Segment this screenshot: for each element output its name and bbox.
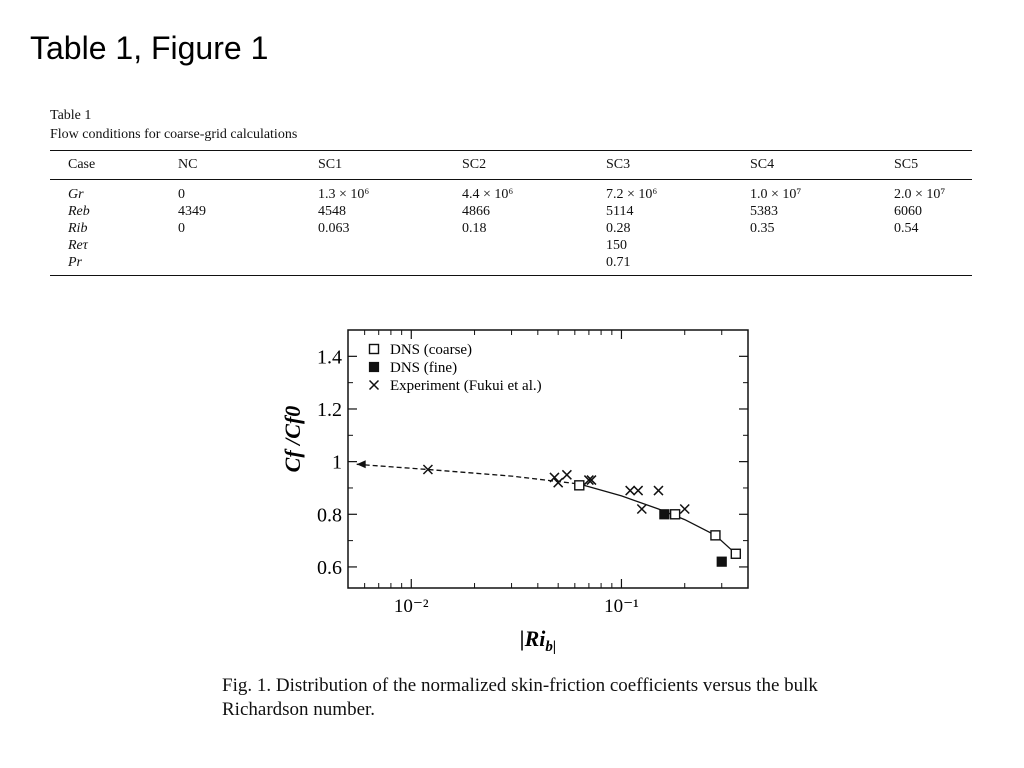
table-cell (876, 254, 972, 276)
legend-marker (370, 363, 379, 372)
data-point (717, 557, 726, 566)
table-cell: 0.28 (606, 221, 631, 236)
row-param: Gr (68, 187, 84, 202)
table-cell: 4548 (318, 204, 346, 219)
table-cell (732, 254, 876, 276)
table-title: Flow conditions for coarse-grid calculations (50, 127, 298, 142)
table-cell: 5383 (750, 204, 778, 219)
legend-label: Experiment (Fukui et al.) (390, 378, 542, 394)
legend-label: DNS (coarse) (390, 342, 473, 358)
data-point (634, 486, 643, 495)
table-cell: 0.54 (894, 221, 919, 236)
table-caption (50, 106, 297, 144)
legend-label: DNS (fine) (390, 360, 458, 376)
row-param: Rib (68, 221, 88, 236)
header-sc2: SC2 (444, 151, 588, 180)
table-cell: 0.71 (588, 254, 732, 276)
table-row (50, 237, 972, 254)
x-tick-label: 10⁻¹ (604, 596, 639, 617)
x-axis-label: $|Ri_{b|}$ (519, 626, 557, 655)
header-sc5: SC5 (876, 151, 972, 180)
y-axis-label: Cf /Cf0 (280, 405, 305, 473)
y-tick-label: 1.4 (317, 346, 342, 369)
table-row (50, 220, 972, 237)
table-cell (444, 254, 588, 276)
x-tick-label: 10⁻² (393, 596, 429, 617)
dashed-trend-line (357, 464, 580, 484)
data-point (680, 505, 689, 514)
slide-title: Table 1, Figure 1 (30, 30, 269, 66)
data-point (660, 510, 669, 519)
header-sc1: SC1 (300, 151, 444, 180)
data-point (575, 481, 584, 490)
table-cell: 4349 (178, 204, 206, 219)
table-cell (160, 237, 300, 254)
solid-trend-line (579, 484, 736, 554)
table-cell (160, 254, 300, 276)
table-cell (732, 237, 876, 254)
legend-marker (370, 345, 379, 354)
table-row (50, 254, 972, 276)
data-point (711, 531, 720, 540)
table-cell: 1.0 × 10⁷ (750, 187, 802, 202)
table-cell (300, 237, 444, 254)
table-cell (876, 237, 972, 254)
table-cell: 4866 (462, 204, 490, 219)
data-point (550, 473, 559, 482)
row-param: Pr (50, 254, 160, 276)
table-cell: 1.3 × 10⁶ (318, 187, 370, 202)
table-label: Table 1 (50, 108, 92, 123)
header-case: Case (50, 151, 160, 180)
table-cell: 150 (606, 238, 627, 253)
table-header-row (50, 151, 972, 180)
header-sc3: SC3 (588, 151, 732, 180)
y-tick-label: 1 (332, 451, 342, 474)
table-cell: 0.18 (462, 221, 487, 236)
table-cell (300, 254, 444, 276)
data-point (554, 478, 563, 487)
header-nc: NC (160, 151, 300, 180)
table-cell: 0 (178, 187, 185, 202)
data-point (654, 486, 663, 495)
table-cell: 5114 (606, 204, 634, 219)
table-cell: 7.2 × 10⁶ (606, 187, 658, 202)
y-tick-label: 1.2 (317, 398, 342, 421)
chart-svg (280, 318, 760, 658)
figure-caption: Fig. 1. Distribution of the normalized skin-friction coefficients versus the bulk Richardson number. (222, 675, 818, 720)
skin-friction-chart (280, 318, 760, 658)
table-row (50, 203, 972, 220)
table-row (50, 180, 972, 204)
flow-conditions-table (50, 150, 972, 276)
table-cell: 6060 (894, 204, 922, 219)
table-cell: 0.35 (750, 221, 775, 236)
legend-marker (370, 381, 379, 390)
table-cell: 4.4 × 10⁶ (462, 187, 514, 202)
y-tick-label: 0.8 (317, 504, 342, 527)
table-cell: 0.063 (318, 221, 350, 236)
table-cell (444, 237, 588, 254)
data-point (637, 505, 646, 514)
y-tick-label: 0.6 (317, 556, 342, 579)
arrow-head (357, 460, 366, 468)
data-point (626, 486, 635, 495)
x-axis-label-sub: b| (545, 639, 557, 655)
row-param: Reb (68, 204, 90, 219)
table-cell: 0 (178, 221, 185, 236)
header-sc4: SC4 (732, 151, 876, 180)
data-point (731, 549, 740, 558)
data-point (671, 510, 680, 519)
table-cell: 2.0 × 10⁷ (894, 187, 946, 202)
data-point (562, 470, 571, 479)
row-param: Reτ (68, 238, 88, 253)
